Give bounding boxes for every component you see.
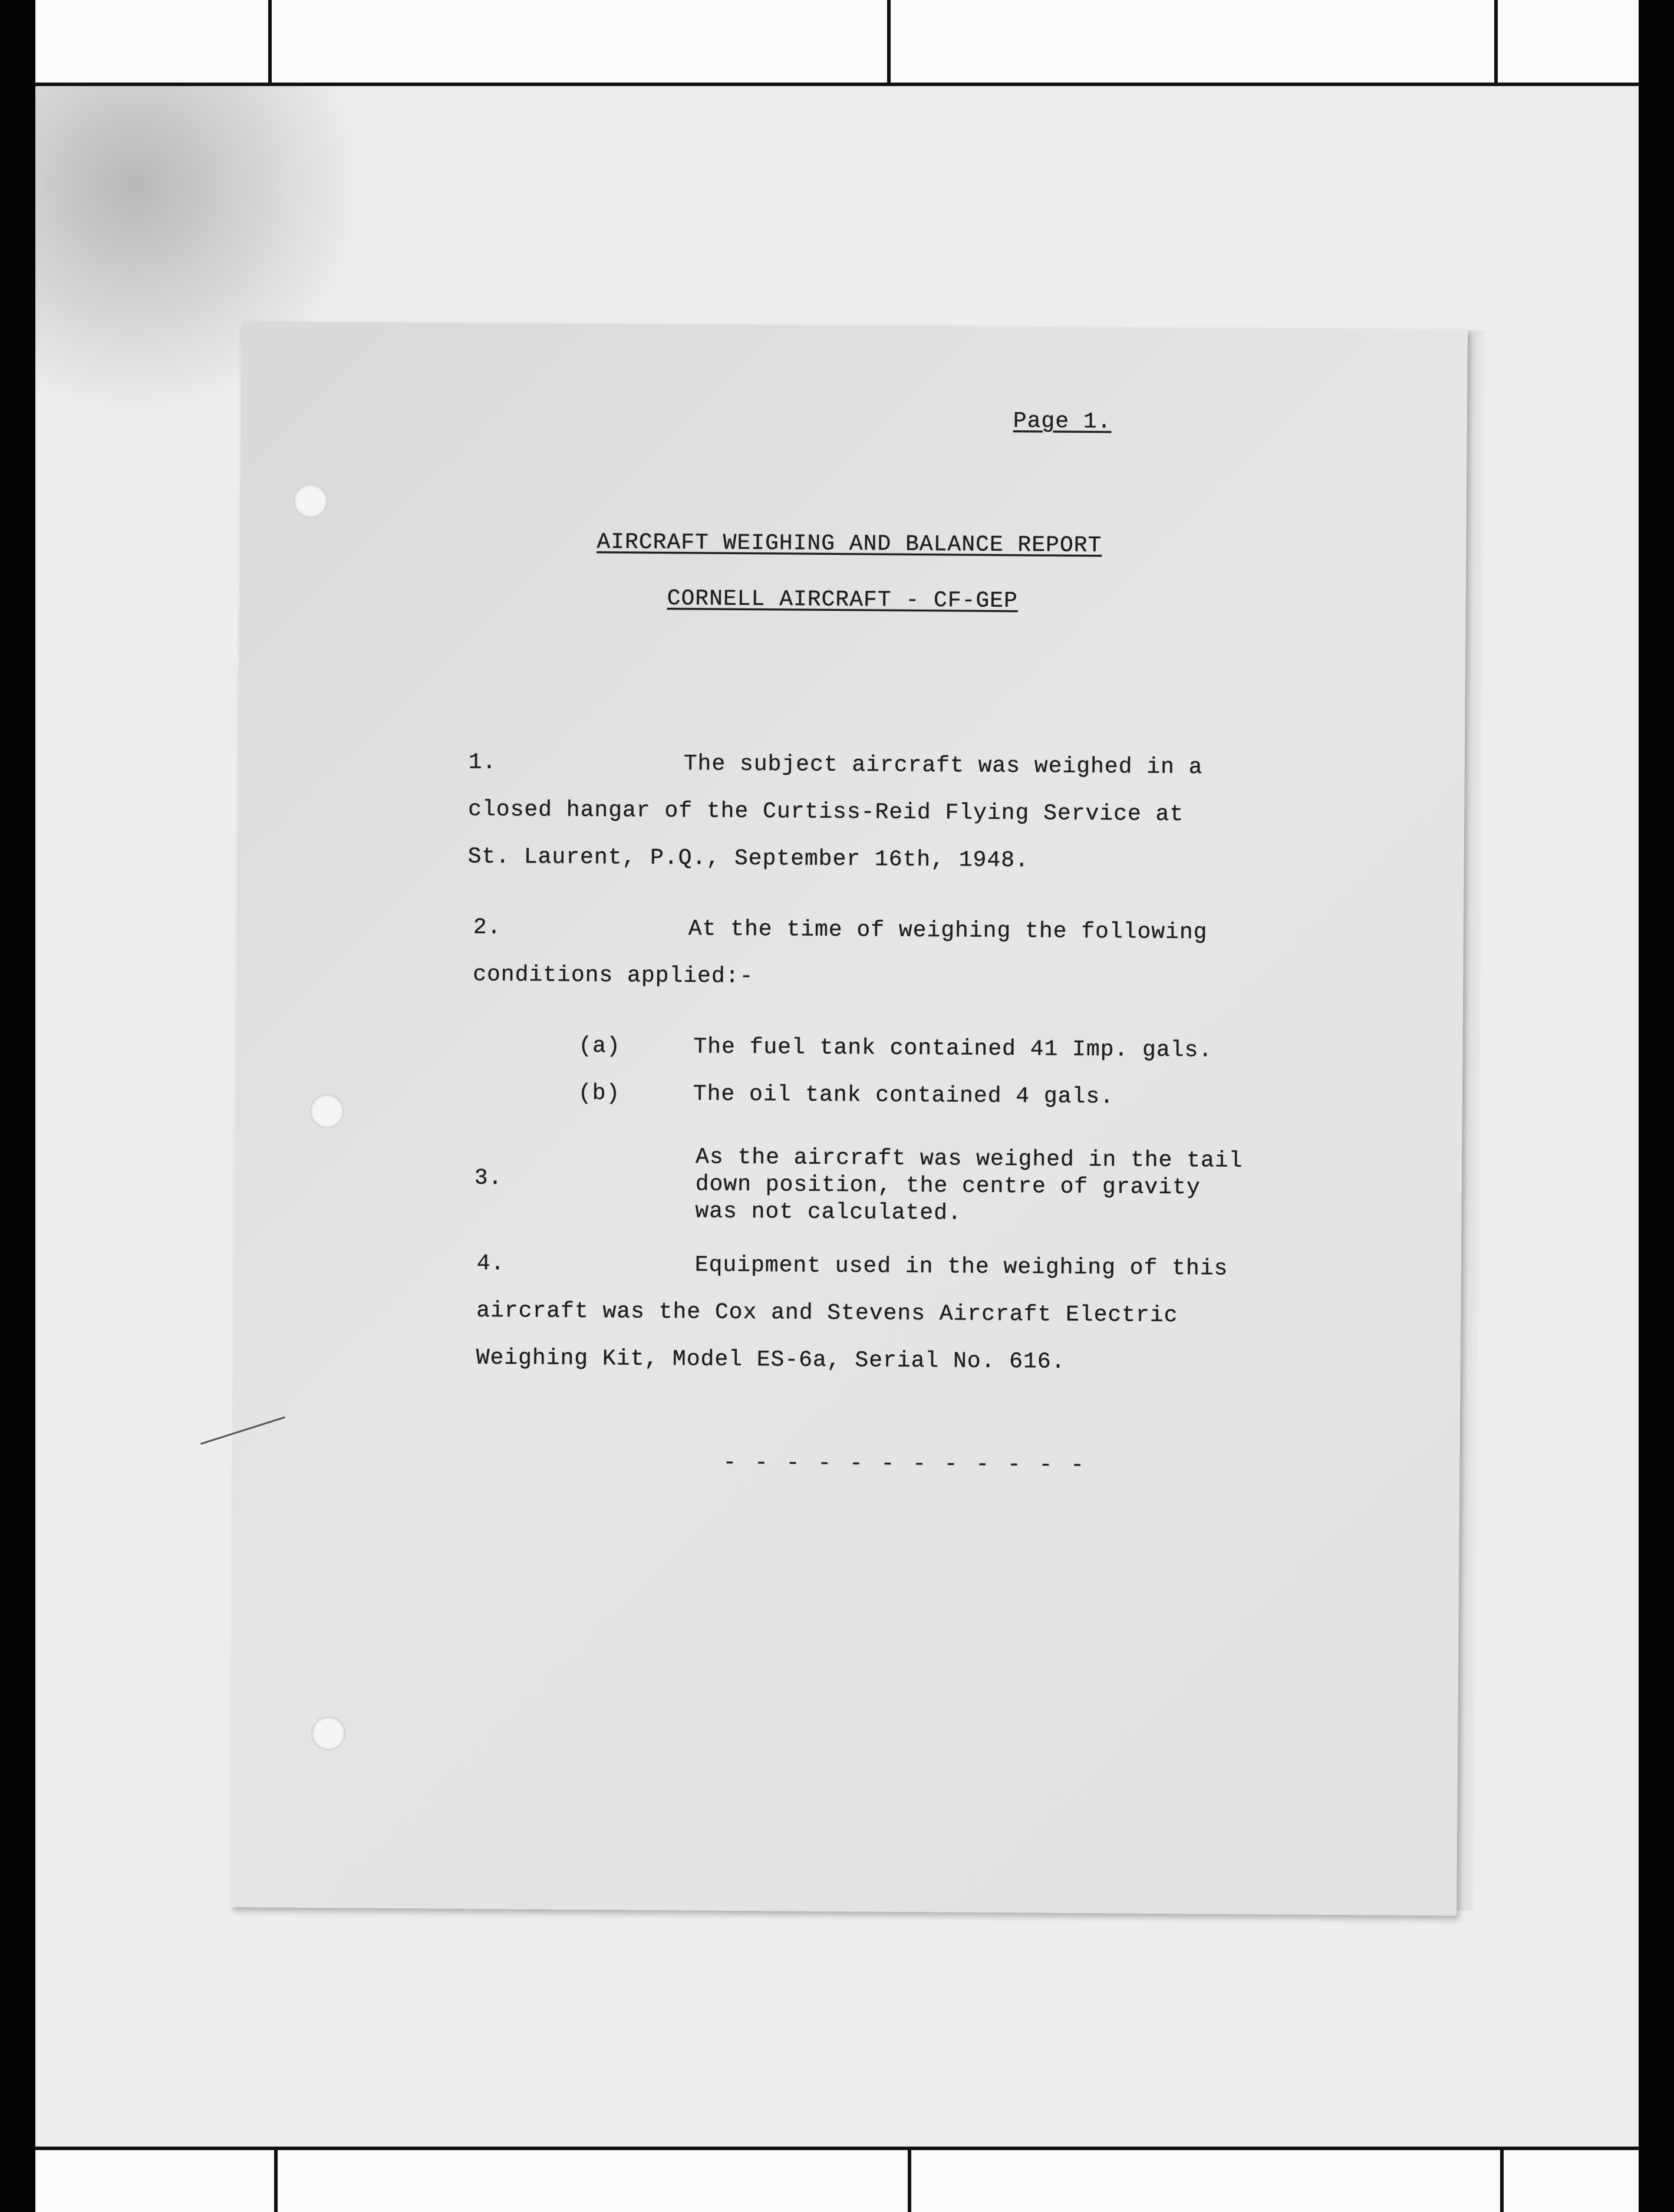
para-4-line: Equipment used in the weighing of this <box>694 1252 1228 1282</box>
frame-tick <box>1500 2150 1504 2212</box>
frame-tick <box>268 0 272 83</box>
frame-tick <box>1494 0 1498 83</box>
para-2-line: At the time of weighing the following <box>688 916 1208 946</box>
frame-tick <box>887 0 891 83</box>
para-4-line: aircraft was the Cox and Stevens Aircraft Electric <box>476 1298 1178 1329</box>
frame-bottom-strip <box>35 2147 1639 2212</box>
report-subtitle: CORNELL AIRCRAFT - CF-GEP <box>667 586 1018 614</box>
punch-hole <box>309 1094 344 1128</box>
page-label: Page 1. <box>1013 409 1112 435</box>
para-1-number: 1. <box>468 749 497 776</box>
frame-tick <box>274 2150 278 2212</box>
para-3-line: As the aircraft was weighed in the tail <box>695 1144 1243 1174</box>
punch-hole <box>294 484 328 518</box>
para-1-line: closed hangar of the Curtiss-Reid Flying Service at <box>468 796 1184 828</box>
typed-page <box>230 321 1468 1915</box>
end-dashes: - - - - - - - - - - - - <box>723 1450 1087 1479</box>
para-3-line: was not calculated. <box>695 1199 962 1226</box>
para-1-line: The subject aircraft was weighed in a <box>683 751 1203 781</box>
para-2-number: 2. <box>473 914 502 941</box>
condition-label: (a) <box>578 1033 621 1059</box>
frame-tick <box>908 2150 911 2212</box>
para-3-line: down position, the centre of gravity <box>695 1171 1201 1201</box>
para-2-line: conditions applied:- <box>473 962 754 990</box>
report-title: AIRCRAFT WEIGHING AND BALANCE REPORT <box>597 529 1102 559</box>
frame-top-strip <box>35 0 1639 86</box>
condition-text: The oil tank contained 4 gals. <box>693 1081 1115 1110</box>
para-4-number: 4. <box>476 1250 505 1277</box>
para-3-number: 3. <box>474 1165 503 1191</box>
para-4-line: Weighing Kit, Model ES-6a, Serial No. 616. <box>476 1345 1066 1375</box>
condition-text: The fuel tank contained 41 Imp. gals. <box>693 1034 1213 1064</box>
para-1-line: St. Laurent, P.Q., September 16th, 1948. <box>467 844 1029 874</box>
punch-hole <box>311 1716 345 1750</box>
condition-label: (b) <box>578 1081 621 1107</box>
